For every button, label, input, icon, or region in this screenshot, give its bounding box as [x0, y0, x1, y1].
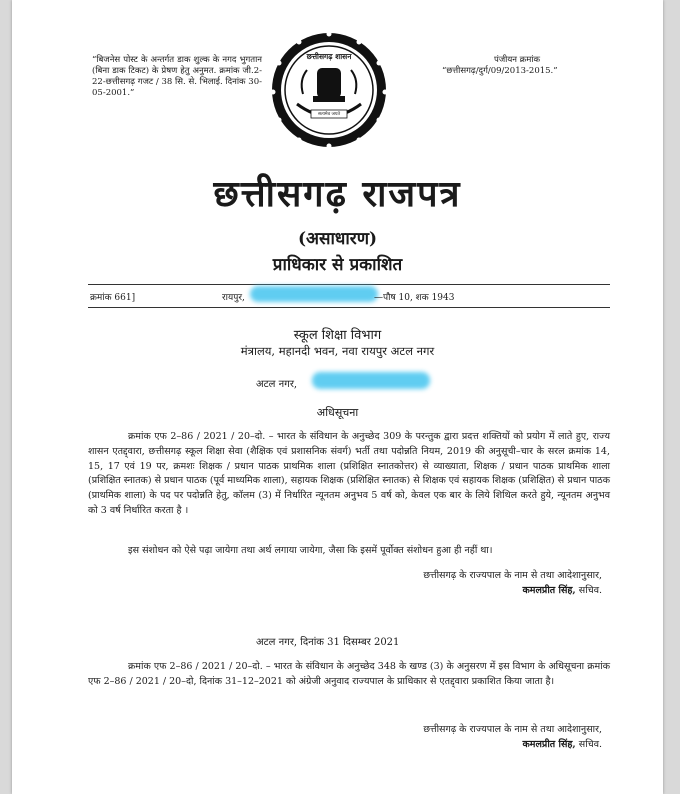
registration-block [442, 55, 642, 77]
signature-authority-line: छत्तीसगढ़ के राज्यपाल के नाम से तथा आदेशानुसार, [423, 570, 602, 581]
postal-notice: “बिजनेस पोस्ट के अन्तर्गत डाक शुल्क के नगद भुगतान (बिना डाक टिकट) के प्रेषण हेतु अनुमत. क्रमांक जी.2-22-छत्तीसगढ़ गजट / 38 सि. से. भिलाई. दिनांक 30-05-2001.” [92, 55, 262, 98]
notification-paragraph-2: इस संशोधन को ऐसे पढ़ा जायेगा तथा अर्थ लगाया जायेगा, जैसा कि इसमें पूर्वोक्त संशोधन हुआ ही नहीं था। [128, 545, 493, 556]
seal-text: छत्तीसगढ़ शासन [306, 52, 352, 61]
gazette-subtitle-extraordinary: (असाधारण) [297, 229, 378, 249]
signatory-title-2: सचिव. [578, 739, 602, 750]
redacted-notification-date [312, 372, 430, 389]
divider-bottom [88, 307, 610, 308]
redacted-date [250, 286, 378, 302]
seal-motto: सत्यमेव जयते [317, 112, 341, 117]
issue-place: रायपुर, [222, 293, 245, 303]
signature-block-2 [352, 722, 602, 752]
signature-authority-line-2: छत्तीसगढ़ के राज्यपाल के नाम से तथा आदेशानुसार, [423, 724, 602, 735]
signature-block-1 [352, 568, 602, 598]
signatory-name-2: कमलप्रीत सिंह, [522, 739, 576, 750]
issue-number: क्रमांक 661] [90, 293, 136, 303]
department-address: मंत्रालय, महानदी भवन, नवा रायपुर अटल नगर [240, 344, 435, 358]
notification-heading: अधिसूचना [316, 406, 359, 419]
divider-top [88, 284, 610, 285]
signatory-name: कमलप्रीत सिंह, [522, 585, 576, 596]
state-emblem-icon [269, 30, 389, 150]
issue-date: —पौष 10, शक 1943 [374, 293, 455, 303]
registration-label: पंजीयन क्रमांक [494, 55, 541, 65]
gazette-title: छत्तीसगढ़ राजपत्र [213, 173, 462, 215]
gazette-subtitle-authority: प्राधिकार से प्रकाशित [272, 255, 403, 275]
notification-paragraph-3: क्रमांक एफ 2–86 / 2021 / 20–दो. – भारत के संविधान के अनुच्छेद 348 के खण्ड (3) के अनुसरण में इस विभाग के अधिसूचना क्रमांक एफ 2–86 / 2021 / 20–दो, दिनांक 31–12–2021 को अंग्रेजी अनुवाद राज्यपाल के प्राधिकार से एतद्द्वारा प्रकाशित किया जाता है। [88, 661, 610, 687]
notification-paragraph-1: क्रमांक एफ 2–86 / 2021 / 20–दो. – भारत के संविधान के अनुच्छेद 309 के परन्तुक द्वारा प्रदत्त शक्तियों को प्रयोग में लाते हुए, राज्य शासन एतद्द्वारा, छत्तीसगढ़ स्कूल शिक्षा सेवा (शैक्षिक एवं प्रशासनिक संवर्ग) भर्ती तथा पदोन्नति नियम, 2019 की अनुसूची–चार के सरल क्रमांक 14, 15, 17 एवं 19 पर, क्रमशः शिक्षक / प्रधान पाठक प्राथमिक शाला (प्रशिक्षित स्नातकोत्तर) से व्याख्याता, शिक्षक / प्रधान पाठक प्राथमिक शाला (प्रशिक्षित स्नातक) से प्रधान पाठक (पूर्व माध्यमिक शाला), सहायक शिक्षक (प्रशिक्षित स्नातक) से शिक्षक एवं सहायक शिक्षक (प्रशिक्षित) से प्रधान पाठक (प्राथमिक शाला) के पद पर पदोन्नति हेतु, कॉलम (3) में निर्धारित न्यूनतम अनुभव 5 वर्ष को, केवल एक बार के लिये शिथिल करते हुये, न्यूनतम अनुभव को 3 वर्ष निर्धारित करता है । [88, 431, 610, 516]
department-name: स्कूल शिक्षा विभाग [293, 328, 382, 343]
notification-date-line: अटल नगर, [256, 379, 298, 390]
english-notice-date: अटल नगर, दिनांक 31 दिसम्बर 2021 [256, 637, 400, 648]
signatory-title: सचिव. [578, 585, 602, 596]
registration-number: “छत्तीसगढ़/दुर्ग/09/2013-2015.” [442, 66, 558, 76]
gazette-page [12, 0, 663, 794]
